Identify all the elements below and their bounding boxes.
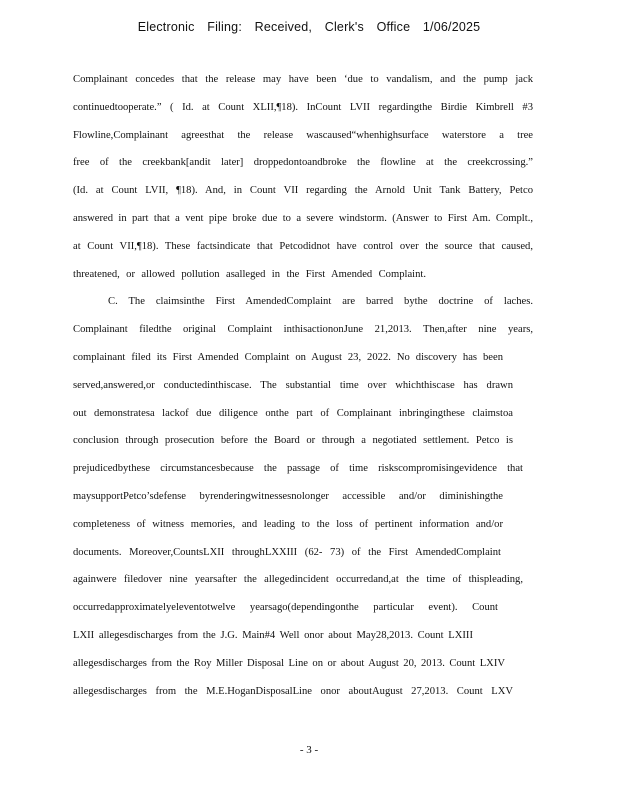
body-line: free of the creekbank[andit later] droppedontoandbroke the flowline at the creekcrossing.” <box>73 157 533 169</box>
page-number: - 3 - <box>299 744 319 756</box>
body-line: Flowline,Complainant agreesthat the release wascaused“whenhighsurface waterstore a tree <box>73 129 533 141</box>
body-line: conclusion through prosecution before the Board or through a negotiated settlement. Petco is <box>73 435 513 447</box>
body-line: Complainant concedes that the release may have been ‘due to vandalism, and the pump jack <box>73 74 533 85</box>
body-line: (Id. at Count LVII, ¶18). And, in Count VII regarding the Arnold Unit Tank Battery, Petco <box>73 185 533 197</box>
body-line: continuedtooperate.” ( Id. at Count XLII,¶18). InCount LVII regardingthe Birdie Kimbrell #3 <box>73 101 533 113</box>
section-heading-line: C. The claimsinthe First AmendedComplaint are barred bythe doctrine of laches. <box>108 296 533 308</box>
body-line: Complainant filedthe original Complaint inthisactiononJune 21,2013. Then,after nine years, <box>73 324 533 336</box>
body-line: documents. Moreover,CountsLXII throughLXXIII (62- 73) of the First AmendedComplaint <box>73 546 501 558</box>
body-line: allegesdischarges from the M.E.HoganDisposalLine onor aboutAugust 27,2013. Count LXV <box>73 685 513 697</box>
body-line: occurredapproximatelyeleventotwelve yearsago(dependingonthe particular event). Count <box>73 602 498 614</box>
body-line: threatened, or allowed pollution asalleged in the First Amended Complaint. <box>73 268 426 280</box>
body-line: prejudicedbythese circumstancesbecause the passage of time riskscompromisingevidence that <box>73 463 523 475</box>
body-line: answered in part that a vent pipe broke due to a severe windstorm. (Answer to First Am. Complt., <box>73 212 533 224</box>
body-line: completeness of witness memories, and leading to the loss of pertinent information and/or <box>73 518 503 530</box>
filing-stamp-header: Electronic Filing: Received, Clerk's Office 1/06/2025 <box>137 20 481 34</box>
body-line: againwere filedover nine yearsafter the allegedincident occurredand,at the time of thispleading, <box>73 574 523 586</box>
body-line: served,answered,or conductedinthiscase. The substantial time over whichthiscase has drawn <box>73 379 513 391</box>
body-line: LXII allegesdischarges from the J.G. Main#4 Well onor about May28,2013. Count LXIII <box>73 629 473 641</box>
body-line: maysupportPetco’sdefense byrenderingwitnessesnolonger accessible and/or diminishingthe <box>73 490 503 502</box>
body-line: at Count VII,¶18). These factsindicate that Petcodidnot have control over the source that caused, <box>73 240 533 252</box>
body-line: out demonstratesa lackof due diligence onthe part of Complainant inbringingthese claimstoa <box>73 407 513 419</box>
body-line: allegesdischarges from the Roy Miller Disposal Line on or about August 20, 2013. Count LXIV <box>73 657 505 669</box>
document-body <box>73 66 533 705</box>
body-line: complainant filed its First Amended Complaint on August 23, 2022. No discovery has been <box>73 351 503 363</box>
